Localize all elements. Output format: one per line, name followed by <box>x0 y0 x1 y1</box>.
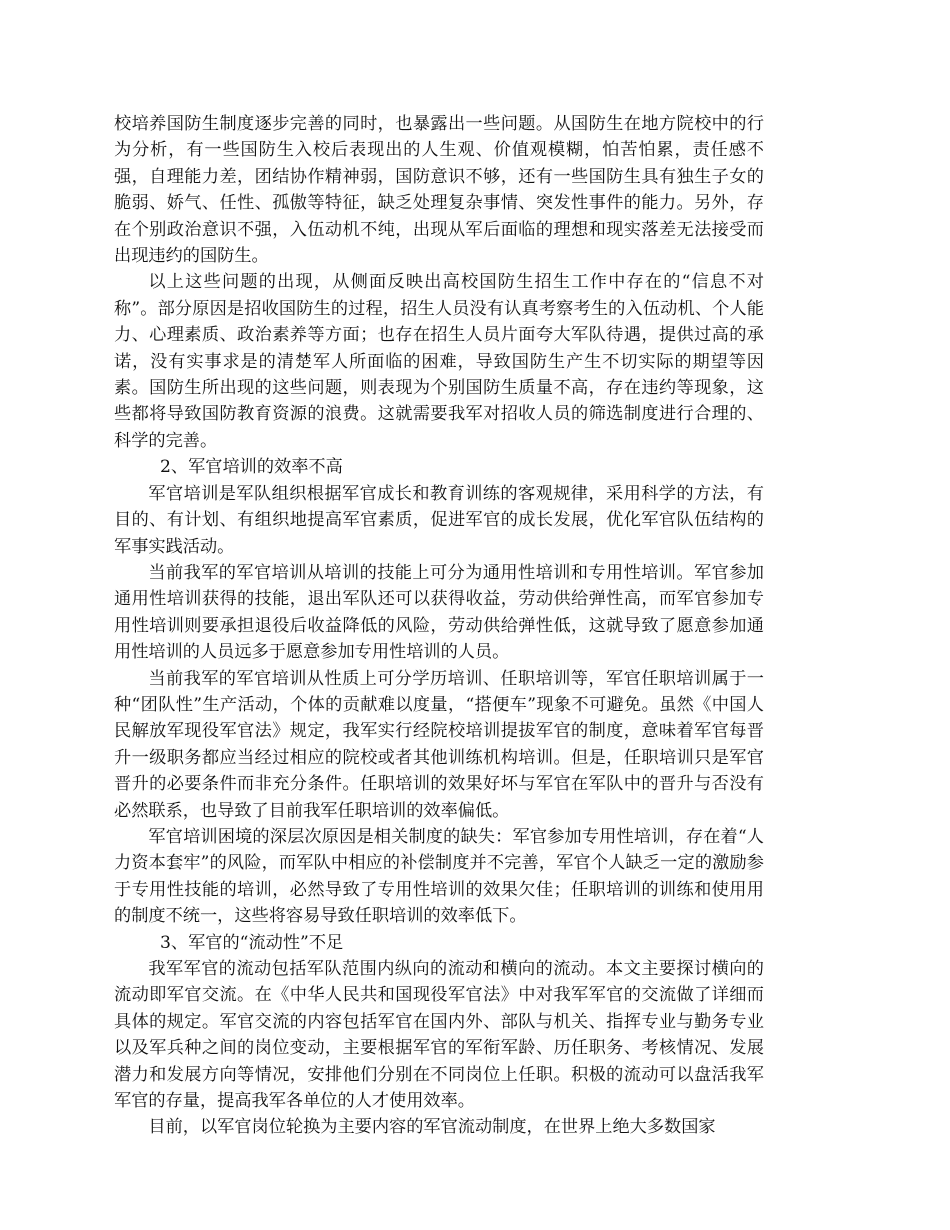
paragraph-training-nature: 当前我军的军官培训从性质上可分学历培训、任职培训等，军官任职培训属于一种“团队性”生产活动，个体的贡献难以度量，“搭便车”现象不可避免。虽然《中国人民解放军现役军官法》规定，我军实行经院校培训提拔军官的制度，意味着军官每晋升一级职务都应当经过相应的院校或者其他训练机构培训。但是，任职培训只是军官晋升的必要条件而非充分条件。任职培训的效果好坏与军官在军队中的晋升与否没有必然联系，也导致了目前我军任职培训的效率偏低。 <box>114 668 764 821</box>
paragraph-training-dilemma: 军官培训困境的深层次原因是相关制度的缺失：军官参加专用性培训，存在着“人力资本套牢”的风险，而军队中相应的补偿制度并不完善，军官个人缺乏一定的激励参于专用性技能的培训，必然导致了专用性培训的效果欠佳；任职培训的训练和使用用的制度不统一，这些将容易导致任职培训的效率低下。 <box>114 826 764 927</box>
paragraph-training-skills: 当前我军的军官培训从培训的技能上可分为通用性培训和专用性培训。军官参加通用性培训获得的技能，退出军队还可以获得收益，劳动供给弹性高，而军官参加专用性培训则要承担退役后收益降低的风险，劳动供给弹性低，这就导致了愿意参加通用性培训的人员远多于愿意参加专用性培训的人员。 <box>114 562 764 663</box>
paragraph-rotation-system: 目前，以军官岗位轮换为主要内容的军官流动制度，在世界上绝大多数国家 <box>148 1117 716 1138</box>
paragraph-information-asymmetry: 以上这些问题的出现，从侧面反映出高校国防生招生工作中存在的“信息不对称”。部分原因是招收国防生的过程，招生人员没有认真考察考生的入伍动机、个人能力、心理素质、政治素养等方面；也存在招生人员片面夸大军队待遇，提供过高的承诺，没有实事求是的清楚军人所面临的困难，导致国防生产生不切实际的期望等因素。国防生所出现的这些问题，则表现为个别国防生质量不高，存在违约等现象，这些都将导致国防教育资源的浪费。这就需要我军对招收人员的筛选制度进行合理的、科学的完善。 <box>114 272 764 451</box>
section-heading-officer-mobility: 3、军官的“流动性”不足 <box>160 932 344 953</box>
paragraph-students-problems: 校培养国防生制度逐步完善的同时，也暴露出一些问题。从国防生在地方院校中的行为分析，有一些国防生入校后表现出的人生观、价值观模糊，怕苦怕累，责任感不强，自理能力差，团结协作精神弱，国防意识不够，还有一些国防生具有独生子女的脆弱、娇气、任性、孤傲等特征，缺乏处理复杂事情、突发性事件的能力。另外，存在个别政治意识不强，入伍动机不纯，出现从军后面临的理想和现实落差无法接受而出现违约的国防生。 <box>114 114 764 267</box>
section-heading-training-efficiency: 2、军官培训的效率不高 <box>160 457 343 478</box>
document-page <box>114 111 764 1141</box>
paragraph-officer-exchange: 我军军官的流动包括军队范围内纵向的流动和横向的流动。本文主要探讨横向的流动即军官交流。在《中华人民共和国现役军官法》中对我军军官的交流做了详细而具体的规定。军官交流的内容包括军官在国内外、部队与机关、指挥专业与勤务专业以及军兵种之间的岗位变动，主要根据军官的军衔军龄、历任职务、考核情况、发展潜力和发展方向等情况，安排他们分别在不同岗位上任职。积极的流动可以盘活我军军官的存量，提高我军各单位的人才使用效率。 <box>114 959 764 1112</box>
paragraph-training-definition: 军官培训是军队组织根据军官成长和教育训练的客观规律，采用科学的方法，有目的、有计划、有组织地提高军官素质，促进军官的成长发展，优化军官队伍结构的军事实践活动。 <box>114 483 764 557</box>
